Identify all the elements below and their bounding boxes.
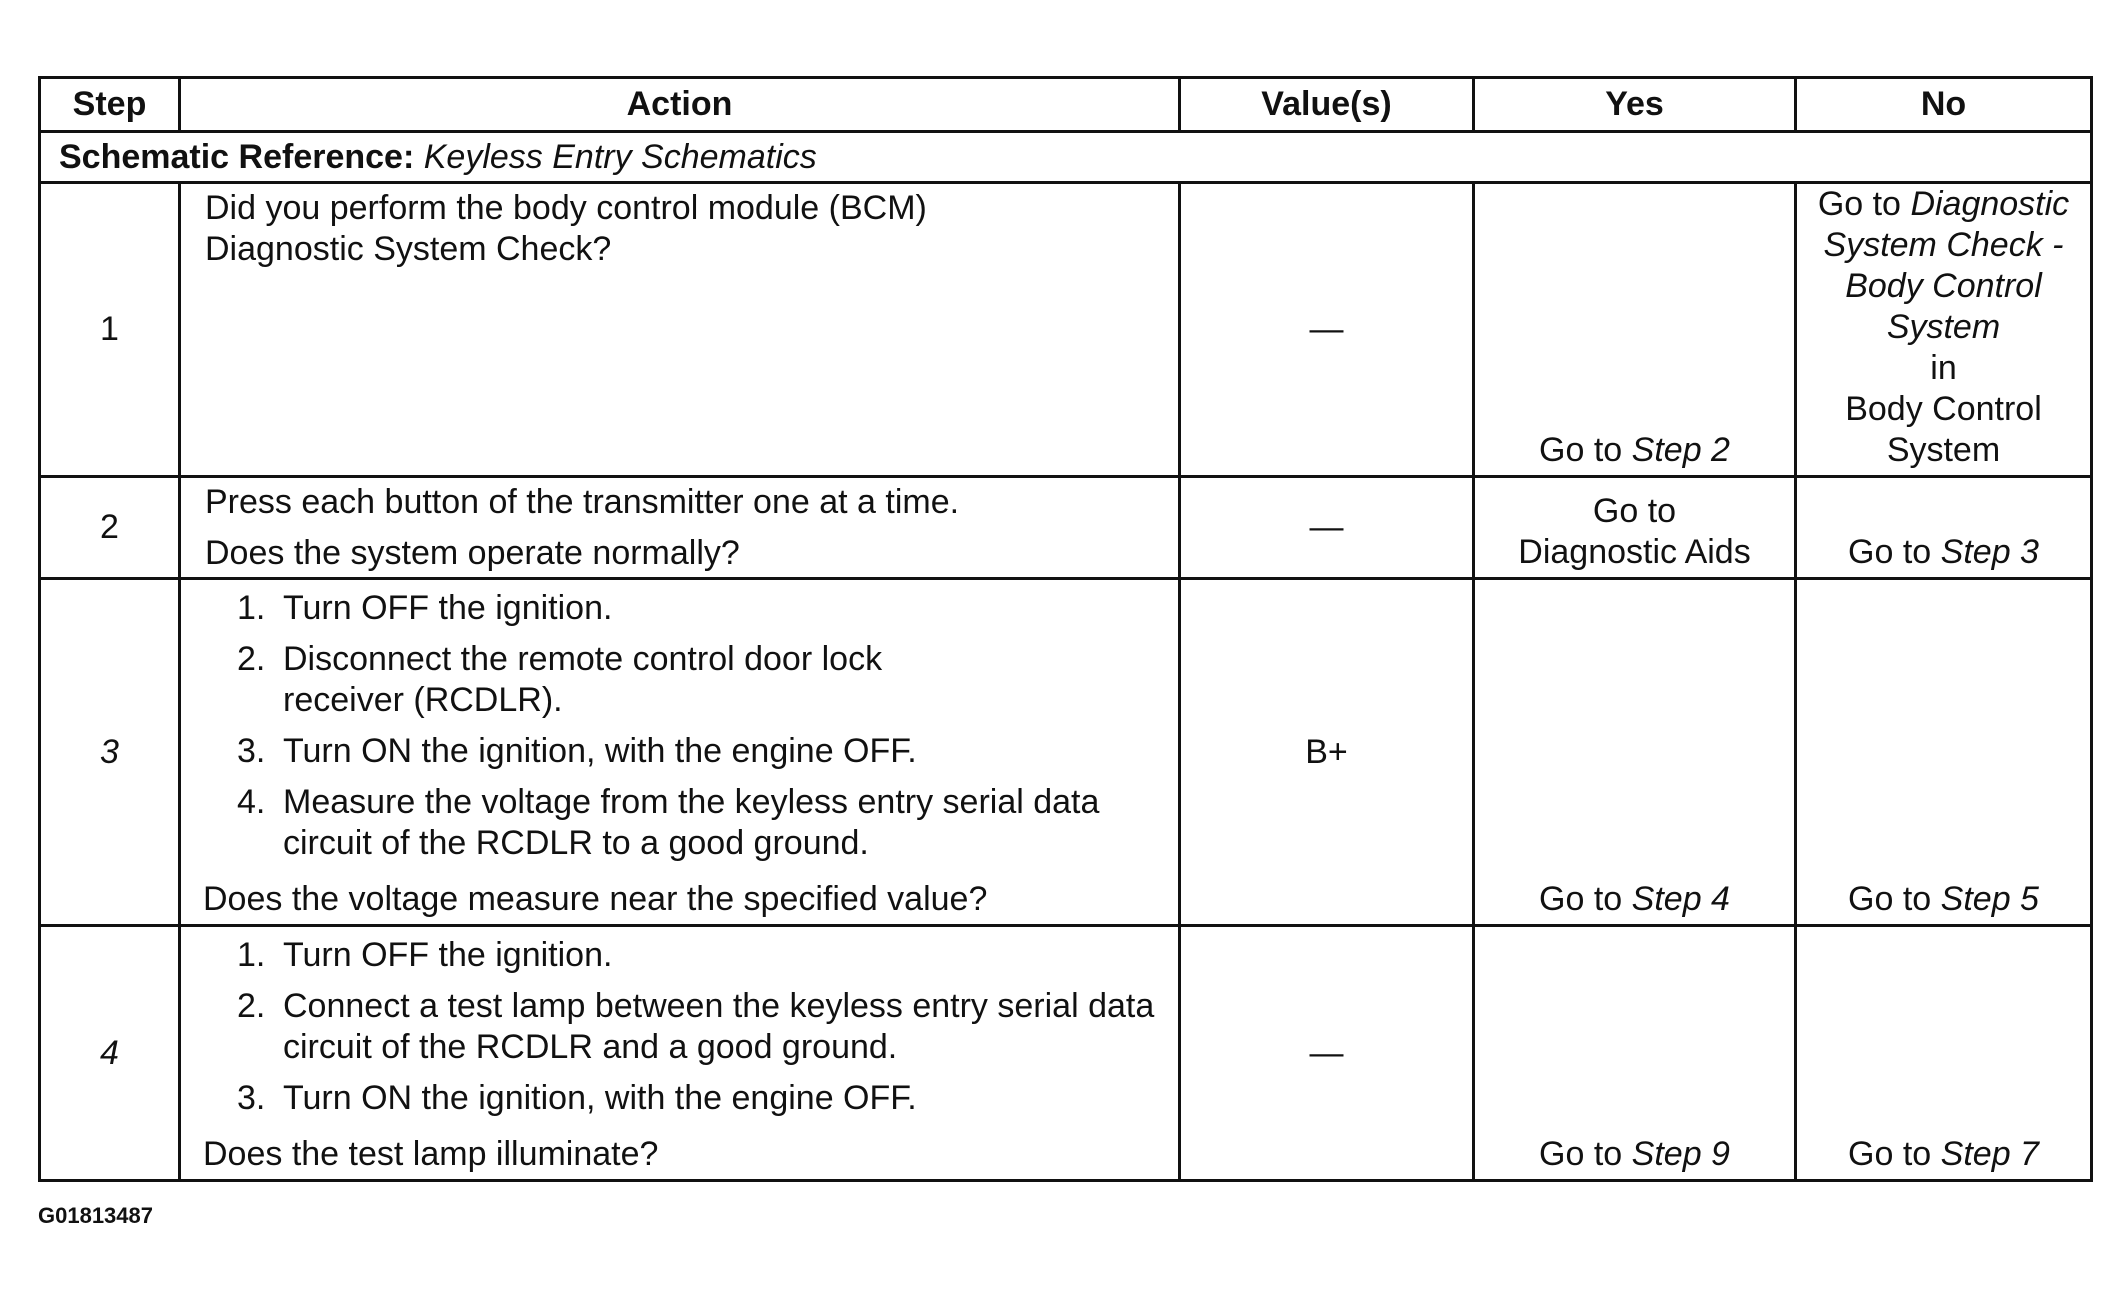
substep: 2. Connect a test lamp between the keyless entry serial data circuit of the RCDLR and a good ground. <box>237 987 1155 1066</box>
schematic-reference-row <box>40 132 2092 183</box>
yes-cell <box>1474 477 1796 579</box>
no-cell <box>1796 477 2092 579</box>
value-cell: — <box>1180 926 1474 1181</box>
action-text: Press each button of the transmitter one at a time. <box>205 483 960 521</box>
substep: 4. Measure the voltage from the keyless entry serial data circuit of the RCDLR to a good ground. <box>237 783 1100 862</box>
diagnostic-table <box>38 76 2093 1182</box>
substep-list <box>203 588 1166 864</box>
yes-prefix: Go to <box>1539 431 1623 469</box>
no-cell <box>1796 926 2092 1181</box>
no-prefix: Go to <box>1848 1135 1932 1173</box>
header-action: Action <box>180 78 1180 132</box>
step-number: 2 <box>40 477 180 579</box>
value-cell: — <box>1180 477 1474 579</box>
figure-id: G01813487 <box>38 1203 153 1228</box>
action-cell <box>180 477 1180 579</box>
yes-step-link[interactable]: Step 2 <box>1631 431 1730 469</box>
action-question: Does the system operate normally? <box>205 534 740 572</box>
step-number: 1 <box>40 183 180 477</box>
action-cell <box>180 926 1180 1181</box>
yes-cell <box>1474 926 1796 1181</box>
no-prefix: Go to <box>1848 533 1932 571</box>
substep: 3. Turn ON the ignition, with the engine OFF. <box>237 732 917 770</box>
step-row-3 <box>40 579 2092 926</box>
no-prefix: Go to <box>1817 185 1901 223</box>
substep-list <box>203 935 1166 1119</box>
no-step-link[interactable]: Step 3 <box>1940 533 2039 571</box>
no-in: in <box>1930 349 1957 387</box>
no-cell <box>1796 579 2092 926</box>
no-step-link[interactable]: Step 5 <box>1940 880 2039 918</box>
yes-cell <box>1474 183 1796 477</box>
substep: 2. Disconnect the remote control door lock receiver (RCDLR). <box>237 640 883 719</box>
header-yes: Yes <box>1474 78 1796 132</box>
substep: 3. Turn ON the ignition, with the engine OFF. <box>237 1079 917 1117</box>
substep: 1. Turn OFF the ignition. <box>237 589 613 627</box>
step-row-1 <box>40 183 2092 477</box>
value-cell: — <box>1180 183 1474 477</box>
action-text: Did you perform the body control module (BCM) <box>205 189 927 227</box>
yes-prefix: Go to <box>1539 880 1623 918</box>
step-number: 3 <box>40 579 180 926</box>
yes-cell <box>1474 579 1796 926</box>
step-row-4 <box>40 926 2092 1181</box>
action-question: Does the voltage measure near the specified value? <box>203 880 988 918</box>
yes-step-link[interactable]: Step 9 <box>1631 1135 1730 1173</box>
yes-prefix: Go to <box>1539 1135 1623 1173</box>
substep: 1. Turn OFF the ignition. <box>237 936 613 974</box>
yes-diagnostic-aids[interactable]: Diagnostic Aids <box>1518 533 1751 571</box>
action-cell <box>180 579 1180 926</box>
no-suffix: Body Control System <box>1845 390 2042 469</box>
action-question: Does the test lamp illuminate? <box>203 1135 659 1173</box>
yes-prefix: Go to <box>1592 492 1677 530</box>
yes-step-link[interactable]: Step 4 <box>1631 880 1730 918</box>
step-row-2 <box>40 477 2092 579</box>
header-step: Step <box>40 78 180 132</box>
no-prefix: Go to <box>1848 880 1932 918</box>
schematic-reference <box>40 132 2092 183</box>
schematic-reference-link[interactable]: Keyless Entry Schematics <box>423 137 817 176</box>
header-row <box>40 78 2092 132</box>
schematic-reference-label: Schematic Reference: <box>59 137 415 176</box>
no-cell <box>1796 183 2092 477</box>
action-cell <box>180 183 1180 477</box>
header-values: Value(s) <box>1180 78 1474 132</box>
value-cell: B+ <box>1180 579 1474 926</box>
no-link[interactable]: Diagnostic System Check - Body Control System <box>1823 185 2070 346</box>
no-step-link[interactable]: Step 7 <box>1940 1135 2039 1173</box>
step-number: 4 <box>40 926 180 1181</box>
header-no: No <box>1796 78 2092 132</box>
action-text: Diagnostic System Check? <box>205 230 612 268</box>
